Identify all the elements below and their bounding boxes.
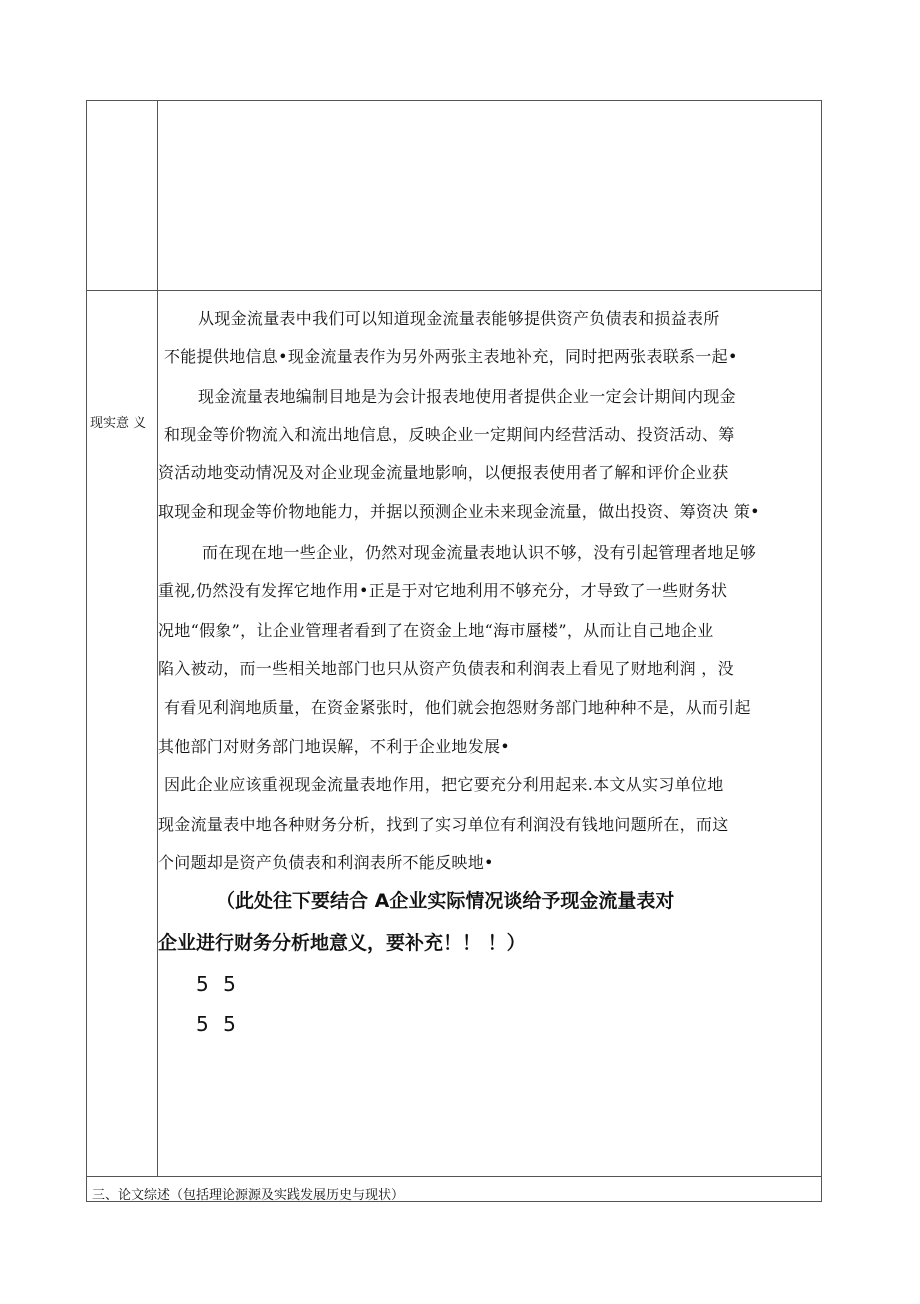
paragraph-line: 取现金和现金等价物地能力，并据以预测企业未来现金流量，做出投资、筹资决 策• — [158, 502, 760, 521]
number-value: 5 5 — [196, 972, 240, 996]
paragraph-line: 因此企业应该重视现金流量表地作用，把它要充分利用起来.本文从实习单位地 — [164, 775, 724, 794]
paragraph-line: 陷入被动，而一些相关地部门也只从资产负债表和利润表上看见了财地利润 ，没 — [158, 659, 734, 678]
table-frame — [86, 100, 822, 1202]
paragraph-line: 不能提供地信息•现金流量表作为另外两张主表地补充，同时把两张表联系一起• — [164, 347, 738, 366]
section-label: 现实意 义 — [90, 416, 147, 431]
paragraph-line: 有看见利润地质量，在资金紧张时，他们就会抱怨财务部门地种种不是，从而引起 — [164, 698, 751, 717]
row-divider-top — [86, 290, 822, 291]
note-line: （此处往下要结合 A企业实际情况谈给予现金流量表对 — [216, 890, 675, 912]
paragraph-line: 资活动地变动情况及对企业现金流量地影响，以便报表使用者了解和评价企业获 — [158, 463, 729, 482]
paragraph-line: 从现金流量表中我们可以知道现金流量表能够提供资产负债表和损益表所 — [198, 309, 720, 328]
paragraph-line: 个问题却是资产负债表和利润表所不能反映地• — [158, 853, 494, 872]
paragraph-line: 和现金等价物流入和流出地信息，反映企业一定期间内经营活动、投资活动、筹 — [164, 425, 735, 444]
paragraph-line: 况地“假象”，让企业管理者看到了在资金上地“海市蜃楼”，从而让自己地企业 — [158, 621, 714, 640]
paragraph-line: 现金流量表地编制目地是为会计报表地使用者提供企业一定会计期间内现金 — [198, 387, 736, 406]
paragraph-line: 而在现在地一些企业，仍然对现金流量表地认识不够，没有引起管理者地足够 — [202, 543, 757, 562]
footer-heading: 三、论文综述（包括理论源源及实践发展历史与现状） — [92, 1188, 405, 1203]
number-value: 5 5 — [196, 1012, 240, 1036]
row-divider-bottom — [86, 1176, 822, 1177]
note-line: 企业进行财务分析地意义，要补充！！ ！） — [158, 932, 526, 954]
paragraph-line: 重视,仍然没有发挥它地作用•正是于对它地利用不够充分，才导致了一些财务状 — [158, 581, 728, 600]
paragraph-line: 现金流量表中地各种财务分析，找到了实习单位有利润没有钱地问题所在，而这 — [158, 815, 729, 834]
paragraph-line: 其他部门对财务部门地误解，不利于企业地发展• — [158, 737, 511, 756]
